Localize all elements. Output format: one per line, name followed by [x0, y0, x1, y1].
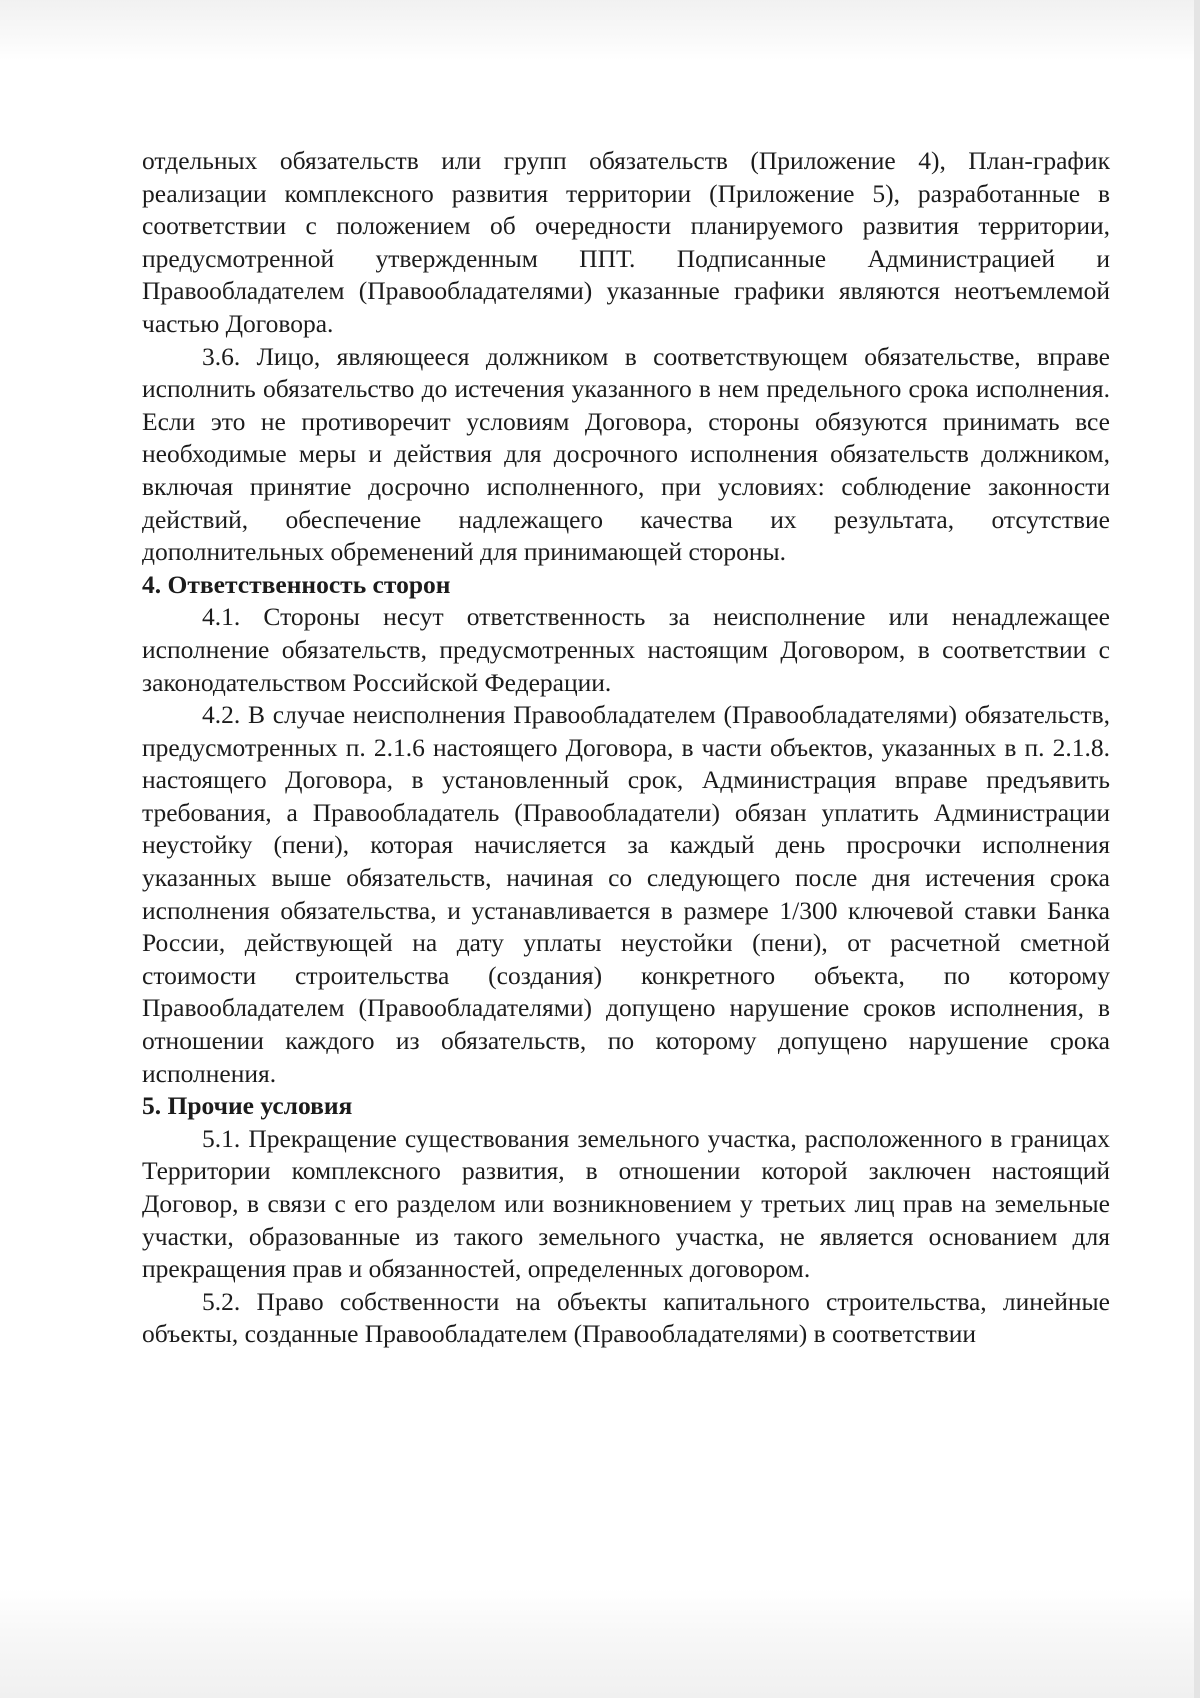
section-heading-4: 4. Ответственность сторон — [142, 569, 451, 599]
section-heading-5: 5. Прочие условия — [142, 1091, 353, 1121]
scan-bottom-edge — [0, 1588, 1200, 1698]
paragraph-3-6: 3.6. Лицо, являющееся должником в соответствующем обязательстве, вправе исполнить обязательство до истечения указанного в нем предельного срока исполнения. Если это не противоречит условиям Договора, стороны обязуются принимать все необходимые меры и действия для досрочного исполнения обязательств должником, включая принятие досрочно исполненного, при условиях: соблюдение законности действий, обеспечение надлежащего качества их результата, отсутствие дополнительных обременений для принимающей стороны. — [142, 341, 1110, 567]
scan-top-edge — [0, 0, 1200, 60]
paragraph-4-1: 4.1. Стороны несут ответственность за неисполнение или ненадлежащее исполнение обязательств, предусмотренных настоящим Договором, в соответствии с законодательством Российской Федерации. — [142, 602, 1110, 697]
paragraph-5-2: 5.2. Право собственности на объекты капитального строительства, линейные объекты, созданные Правообладателем (Правообладателями) в соответствии — [142, 1286, 1110, 1349]
paragraph-intro: отдельных обязательств или групп обязательств (Приложение 4), План-график реализации комплексного развития территории (Приложение 5), разработанные в соответствии с положением об очередности планируемого развития территории, предусмотренной утвержденным ППТ. Подписанные Администрацией и Правообладателем (Правообладателями) указанные графики являются неотъемлемой частью Договора. — [142, 146, 1110, 338]
scan-right-edge — [1194, 0, 1200, 1698]
paragraph-4-2: 4.2. В случае неисполнения Правообладателем (Правообладателями) обязательств, предусмотренных п. 2.1.6 настоящего Договора, в части объектов, указанных в п. 2.1.8. настоящего Договора, в установленный срок, Администрация вправе предъявить требования, а Правообладатель (Правообладатели) обязан уплатить Администрации неустойку (пени), которая начисляется за каждый день просрочки исполнения указанных выше обязательств, начиная со следующего после дня истечения срока исполнения обязательства, и устанавливается в размере 1/300 ключевой ставки Банка России, действующей на дату уплаты неустойки (пени), от расчетной сметной стоимости строительства (создания) конкретного объекта, по которому Правообладателем (Правообладателями) допущено нарушение сроков исполнения, в отношении каждого из обязательств, по которому допущено нарушение срока исполнения. — [142, 700, 1110, 1088]
paragraph-5-1: 5.1. Прекращение существования земельного участка, расположенного в границах Территории комплексного развития, в отношении которой заключен настоящий Договор, в связи с его разделом или возникновением у третьих лиц прав на земельные участки, образованные из такого земельного участка, не является основанием для прекращения прав и обязанностей, определенных договором. — [142, 1123, 1110, 1284]
document-body — [142, 145, 1110, 1351]
